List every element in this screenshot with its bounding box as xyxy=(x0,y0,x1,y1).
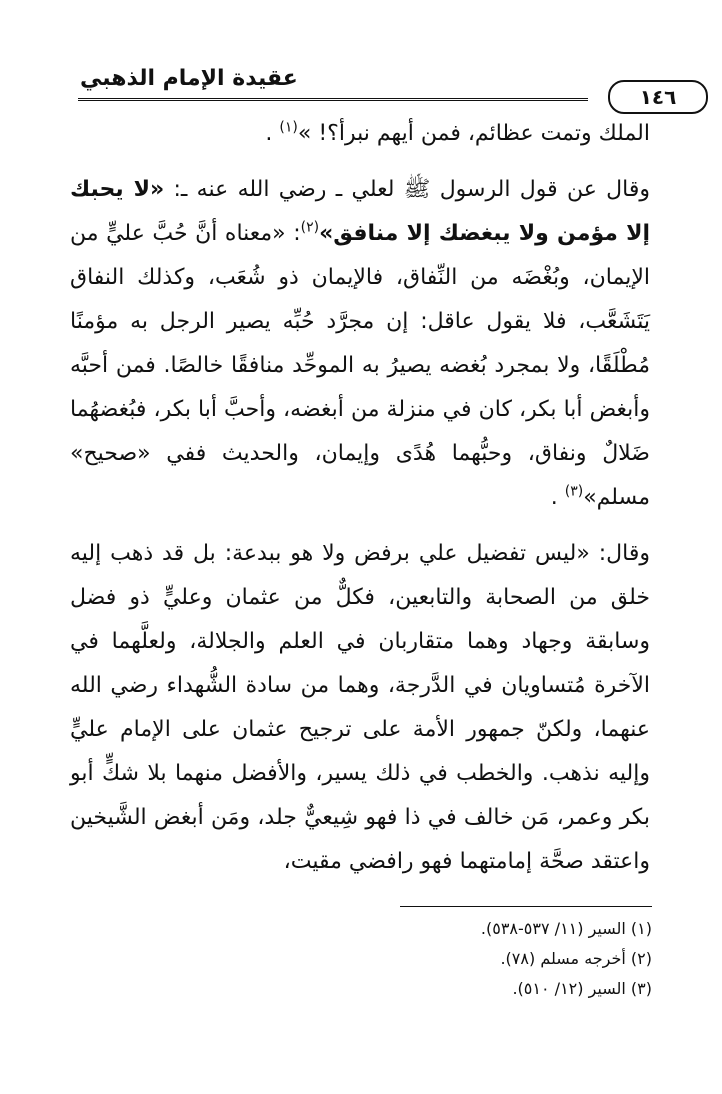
footnote-2: (٢) أخرجه مسلم (٧٨). xyxy=(500,949,652,968)
footnote-3: (٣) السير (١٢/ ٥١٠). xyxy=(512,979,652,998)
footnote-ref-3: (٣) xyxy=(564,483,584,500)
paragraph-1: الملك وتمت عظائم، فمن أيهم نبرأ؟! »$^{(١)}$ . xyxy=(265,119,650,146)
footnote-ref-2: (٢) xyxy=(300,219,320,236)
paragraph-3: وقال: «ليس تفضيل علي برفض ولا هو ببدعة: بل قد ذهب إليه خلق من الصحابة والتابعين، فكلٌّ من عثمان وعليٍّ ذو فضل وسابقة وجهاد وهما متقاربان في العلم والجلالة، ولعلَّهما في الآخرة مُتساويان في الدَّرجة، وهما من سادة الشُّهداء رضي الله عنهما، ولكنّ جمهور الأمة على ترجيح عثمان على الإمام عليٍّ وإليه نذهب. والخطب في ذلك يسير، والأفضل منهما بلا شكٍّ أبو بكر وعمر، مَن خالف في ذا فهو شِيعيٌّ جلد، ومَن أبغض الشَّيخين واعتقد صحَّة إمامتهما فهو رافضي مقيت، xyxy=(70,541,650,874)
paragraph-2-rest: : «معناه أنَّ حُبَّ عليٍّ من الإيمان، وبُغْضَه من النِّفاق، فالإيمان ذو شُعَب، وكذلك النفاق يَتَشَعَّب، فلا يقول عاقل: إن مجرَّد حُبِّه يصير الرجل به مؤمنًا مُطْلَقًا، ولا بمجرد بُغضه يصيرُ به الموحِّد منافقًا خالصًا. فمن أحبَّه وأبغض أبا بكر، كان في منزلة من أبغضه، وأحبَّ أبا بكر، فبُغضهُما ضَلالٌ ونفاق، وحبُّهما هُدًى وإيمان، والحديث ففي «صحيح» مسلم» xyxy=(70,221,650,510)
paragraph-2-intro: وقال عن قول الرسول ﷺ لعلي ـ رضي الله عنه ـ: xyxy=(164,177,650,202)
paragraph-1-text: الملك وتمت عظائم، فمن أيهم نبرأ؟! » xyxy=(297,121,650,146)
main-text xyxy=(70,112,650,884)
page-header xyxy=(60,66,677,112)
footnote-ref-1: (١) xyxy=(279,119,298,136)
footnote-separator xyxy=(400,906,652,907)
page-number: ١٤٦ xyxy=(608,80,708,114)
footnotes xyxy=(300,914,652,1004)
running-title: عقيدة الإمام الذهبي xyxy=(80,66,298,91)
hadith-quote: «لا يحبك إلا مؤمن ولا يبغضك إلا منافق» xyxy=(70,177,650,246)
header-rule xyxy=(78,98,588,101)
paragraph-2: وقال عن قول الرسول ﷺ لعلي ـ رضي الله عنه ـ: «لا يحبك إلا مؤمن ولا يبغضك إلا منافق»$^{(٢)}$: «معناه أنَّ حُبَّ عليٍّ من الإيمان، وبُغْضَه من النِّفاق، فالإيمان ذو شُعَب، وكذلك النفاق يَتَشَعَّب، فلا يقول عاقل: إن مجرَّد حُبِّه يصير الرجل به مؤمنًا مُطْلَقًا، ولا بمجرد بُغضه يصيرُ به الموحِّد منافقًا خالصًا. فمن أحبَّه وأبغض أبا بكر، كان في منزلة من أبغضه، وأحبَّ أبا بكر، فبُغضهُما ضَلالٌ ونفاق، وحبُّهما هُدًى وإيمان، والحديث ففي «صحيح» مسلم»$^{(٣)}$ . xyxy=(70,177,650,510)
footnote-1: (١) السير (١١/ ٥٣٧-٥٣٨). xyxy=(480,919,652,938)
